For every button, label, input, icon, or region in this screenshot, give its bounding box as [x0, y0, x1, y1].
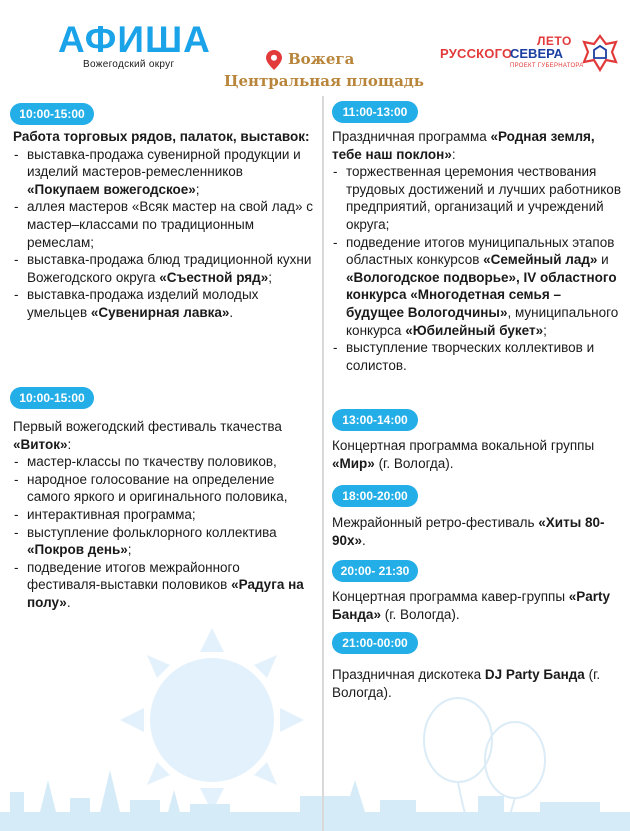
list-item: - выставка-продажа блюд традиционной кухни Вожегодского округа «Съестной ряд»; [13, 251, 313, 286]
balloons-decoration [424, 698, 545, 831]
location-pin-icon [266, 50, 282, 70]
time-badge: 20:00- 21:30 [332, 560, 418, 582]
time-badge: 11:00-13:00 [332, 101, 418, 123]
brand-subtitle: Вожегодский округ [83, 59, 175, 70]
brand-title: АФИША [58, 19, 211, 60]
partner-emblem-icon [582, 34, 618, 74]
event-list [13, 453, 313, 611]
event-list [13, 146, 313, 322]
time-badge: 21:00-00:00 [332, 632, 418, 654]
sun-decoration [120, 628, 304, 812]
event-mir-concert: Концертная программа вокальной группы «Мир» (г. Вологда). [332, 438, 595, 471]
partner-project: ПРОЕКТ ГУБЕРНАТОРА [510, 63, 584, 69]
list-item: - подведение итогов муниципальных этапов областных конкурсов «Семейный лад» и «Вологодское подворье», IV областного конкурса «Многодетная семья – будущее Вологодчины», муниципального конкурса «Юбилейный букет»; [332, 234, 622, 340]
partner-leto: ЛЕТО [537, 34, 572, 48]
list-item: - выступление творческих коллективов и солистов. [332, 339, 622, 374]
event-title: Праздничная программа «Родная земля, тебе наш поклон»: [332, 129, 595, 162]
list-item: - народное голосование на определение самого яркого и оригинального половика, [13, 471, 313, 506]
event-trade [13, 128, 313, 322]
time-badge: 13:00-14:00 [332, 409, 418, 431]
event-weaving [13, 418, 313, 612]
time-badge: 10:00-15:00 [10, 387, 94, 409]
list-item: - выставка-продажа изделий молодых умельцев «Сувенирная лавка». [13, 286, 313, 321]
list-item: - торжественная церемония чествования трудовых достижений и лучших работников предприятий, организаций и учреждений округа; [332, 163, 622, 233]
list-item: - мастер-классы по ткачеству половиков, [13, 453, 313, 471]
event-title: Первый вожегодский фестиваль ткачества «Виток»: [13, 419, 282, 452]
column-divider [322, 96, 324, 831]
city-name: Вожега [288, 50, 355, 68]
list-item: - аллея мастеров «Всяк мастер на свой лад» с мастер–классами по традиционным ремеслам; [13, 198, 313, 251]
event-cover-band: Концертная программа кавер-группы «Party Банда» (г. Вологда). [332, 589, 611, 622]
skyline-decoration [0, 770, 630, 831]
partner-severa: СЕВЕРА [510, 46, 564, 61]
list-item: - выставка-продажа сувенирной продукции и изделий мастеров-ремесленников «Покупаем вожегодское»; [13, 146, 313, 199]
list-item: - подведение итогов межрайонного фестиваля-выставки половиков «Радуга на полу». [13, 559, 313, 612]
list-item: - выступление фольклорного коллектива «Покров день»; [13, 524, 313, 559]
venue-name: Центральная площадь [224, 72, 424, 90]
event-disco: Праздничная дискотека DJ Party Банда (г. Вологда). [332, 667, 601, 700]
event-retro-festival: Межрайонный ретро-фестиваль «Хиты 80-90х». [332, 515, 605, 548]
event-title: Работа торговых рядов, палаток, выставок: [13, 129, 310, 144]
partner-russkogo: РУССКОГО [440, 46, 513, 61]
event-list [332, 163, 622, 374]
time-badge: 10:00-15:00 [10, 103, 94, 125]
event-native-land [332, 128, 622, 374]
time-badge: 18:00-20:00 [332, 485, 418, 507]
list-item: - интерактивная программа; [13, 506, 313, 524]
